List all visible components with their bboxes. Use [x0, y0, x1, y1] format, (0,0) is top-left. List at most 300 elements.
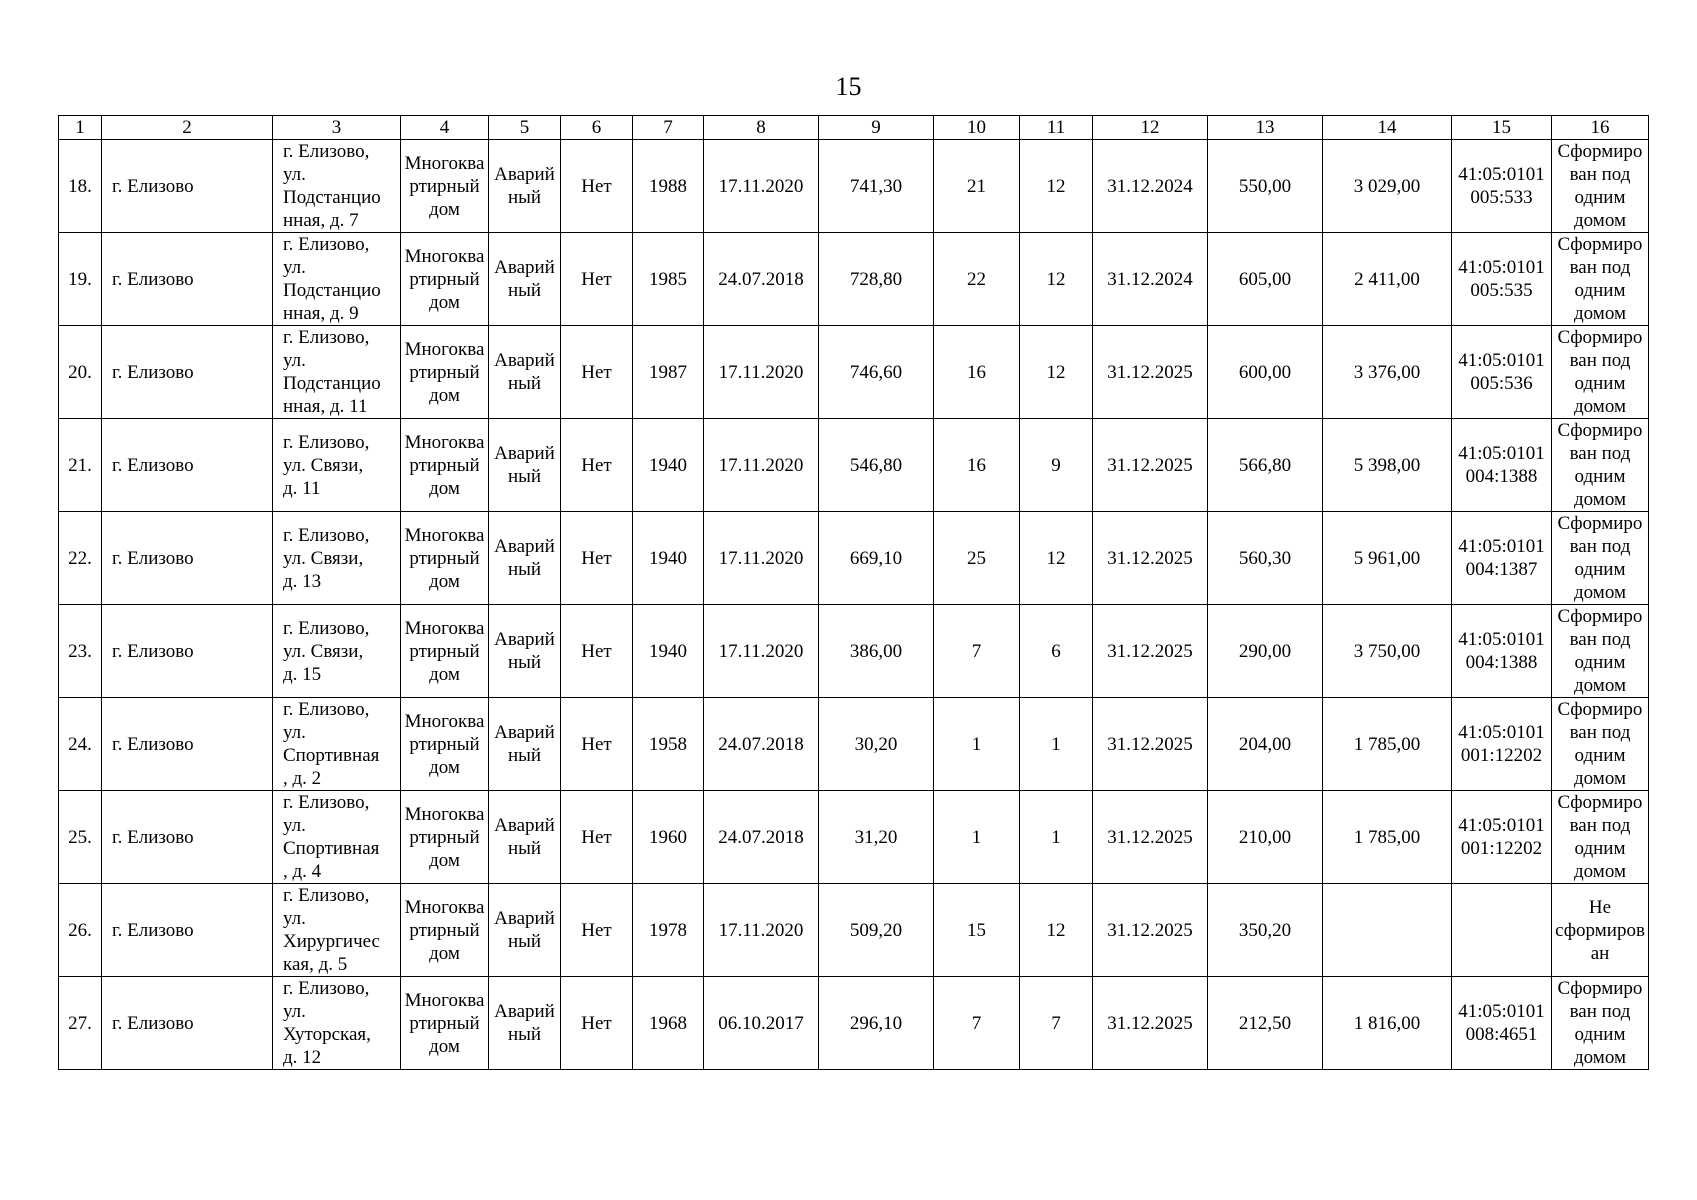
- column-14-cell: 1 785,00: [1323, 791, 1452, 884]
- column-13-cell: 212,50: [1208, 977, 1323, 1070]
- condition-cell-line: ный: [507, 559, 542, 580]
- cadastral-number-cell-line: 004:1387: [1465, 559, 1538, 580]
- column-number-cell: 3: [273, 116, 401, 140]
- land-status-cell-line: ван под: [1569, 443, 1631, 464]
- address-cell: [273, 698, 401, 791]
- address-cell: [273, 791, 401, 884]
- cadastral-number-cell-line: 005:535: [1470, 280, 1533, 301]
- building-type-cell-line: Многоква: [404, 152, 485, 174]
- condition-cell-line: ный: [507, 745, 542, 766]
- column-6-cell: Нет: [561, 884, 633, 977]
- land-status-cell: [1552, 791, 1649, 884]
- column-11-cell: 7: [1020, 977, 1093, 1070]
- year-cell: 1988: [633, 140, 704, 233]
- table-body: [59, 116, 1649, 1070]
- address-cell-line: нная, д. 9: [283, 303, 359, 324]
- recognition-date-cell: 17.11.2020: [704, 605, 819, 698]
- municipality-cell: г. Елизово: [102, 419, 273, 512]
- cadastral-number-cell-line: 41:05:0101: [1458, 629, 1545, 650]
- column-13-cell: 210,00: [1208, 791, 1323, 884]
- table-row: [59, 233, 1649, 326]
- column-14-cell: 2 411,00: [1323, 233, 1452, 326]
- land-status-cell: [1552, 698, 1649, 791]
- column-number-cell: 15: [1452, 116, 1552, 140]
- building-type-cell-line: ртирный: [409, 733, 480, 755]
- column-11-cell: 9: [1020, 419, 1093, 512]
- table-row: [59, 419, 1649, 512]
- address-cell-line: нная, д. 11: [283, 396, 368, 417]
- building-type-cell-line: ртирный: [409, 640, 480, 662]
- land-status-cell-line: одним: [1574, 280, 1626, 301]
- building-type-cell-line: Многоква: [404, 710, 485, 732]
- address-cell-line: г. Елизово,: [283, 141, 370, 162]
- building-type-cell: [401, 977, 489, 1070]
- building-type-cell-line: Многоква: [404, 803, 485, 825]
- column-14-cell: 1 816,00: [1323, 977, 1452, 1070]
- building-type-cell-line: дом: [429, 477, 460, 499]
- building-type-cell-line: ртирный: [409, 454, 480, 476]
- column-6-cell: Нет: [561, 698, 633, 791]
- column-number-cell: 12: [1093, 116, 1208, 140]
- column-6-cell: Нет: [561, 140, 633, 233]
- cadastral-number-cell: [1452, 698, 1552, 791]
- recognition-date-cell: 17.11.2020: [704, 140, 819, 233]
- table-row: [59, 884, 1649, 977]
- column-14-cell: 3 750,00: [1323, 605, 1452, 698]
- deadline-cell: 31.12.2025: [1093, 512, 1208, 605]
- cadastral-number-cell: [1452, 791, 1552, 884]
- address-cell-line: ул. Связи,: [283, 454, 364, 476]
- municipality-cell: г. Елизово: [102, 140, 273, 233]
- row-number-cell: 21.: [59, 419, 102, 512]
- recognition-date-cell: 24.07.2018: [704, 233, 819, 326]
- building-type-cell-line: Многоква: [404, 338, 485, 360]
- table-row: [59, 605, 1649, 698]
- address-cell-line: нная, д. 7: [283, 210, 359, 231]
- land-status-cell: [1552, 326, 1649, 419]
- land-status-cell-line: Сформиро: [1557, 606, 1643, 627]
- building-type-cell-line: ртирный: [409, 826, 480, 848]
- deadline-cell: 31.12.2025: [1093, 326, 1208, 419]
- address-cell-line: г. Елизово,: [283, 524, 370, 546]
- cadastral-number-cell-line: 005:533: [1470, 187, 1533, 208]
- area-cell: 31,20: [819, 791, 934, 884]
- land-status-cell: [1552, 977, 1649, 1070]
- building-type-cell-line: дом: [429, 849, 460, 871]
- column-6-cell: Нет: [561, 512, 633, 605]
- building-type-cell-line: ртирный: [409, 919, 480, 941]
- column-number-cell: 7: [633, 116, 704, 140]
- building-type-cell-line: ртирный: [409, 547, 480, 569]
- address-cell-line: г. Елизово,: [283, 978, 370, 999]
- cadastral-number-cell: [1452, 233, 1552, 326]
- land-status-cell-line: домом: [1574, 396, 1626, 417]
- municipality-cell: г. Елизово: [102, 326, 273, 419]
- column-6-cell: Нет: [561, 605, 633, 698]
- column-14-cell: 1 785,00: [1323, 698, 1452, 791]
- building-type-cell: [401, 233, 489, 326]
- year-cell: 1940: [633, 419, 704, 512]
- land-status-cell-line: одним: [1574, 559, 1626, 580]
- recognition-date-cell: 17.11.2020: [704, 884, 819, 977]
- condition-cell-line: ный: [507, 1024, 542, 1045]
- land-status-cell-line: ван под: [1569, 536, 1631, 557]
- address-cell: [273, 419, 401, 512]
- land-status-cell-line: Сформиро: [1557, 234, 1643, 255]
- column-number-cell: 6: [561, 116, 633, 140]
- building-type-cell-line: Многоква: [404, 617, 485, 639]
- condition-cell: [489, 698, 561, 791]
- condition-cell: [489, 140, 561, 233]
- row-number-cell: 22.: [59, 512, 102, 605]
- land-status-cell: [1552, 512, 1649, 605]
- municipality-cell: г. Елизово: [102, 977, 273, 1070]
- column-14-cell: 5 961,00: [1323, 512, 1452, 605]
- page-number: 15: [835, 72, 862, 101]
- land-status-cell-line: одним: [1574, 745, 1626, 766]
- row-number-cell: 23.: [59, 605, 102, 698]
- address-cell-line: ул.: [283, 1001, 306, 1022]
- address-cell-line: ул.: [283, 908, 306, 929]
- land-status-cell-line: домом: [1574, 582, 1626, 603]
- building-type-cell: [401, 698, 489, 791]
- column-number-cell: 5: [489, 116, 561, 140]
- column-10-cell: 22: [934, 233, 1020, 326]
- condition-cell-line: Аварий: [494, 629, 555, 650]
- year-cell: 1968: [633, 977, 704, 1070]
- land-status-cell-line: Сформиро: [1557, 420, 1643, 441]
- address-cell-line: Спортивная: [283, 745, 380, 766]
- land-status-cell-line: Сформиро: [1557, 792, 1643, 813]
- municipality-cell: г. Елизово: [102, 791, 273, 884]
- column-10-cell: 1: [934, 791, 1020, 884]
- address-cell-line: ул.: [283, 257, 306, 278]
- condition-cell: [489, 884, 561, 977]
- land-status-cell: [1552, 884, 1649, 977]
- column-10-cell: 25: [934, 512, 1020, 605]
- deadline-cell: 31.12.2025: [1093, 884, 1208, 977]
- area-cell: 30,20: [819, 698, 934, 791]
- municipality-cell: г. Елизово: [102, 233, 273, 326]
- land-status-cell-line: ван под: [1569, 1001, 1631, 1022]
- address-cell-line: Хуторская,: [283, 1024, 371, 1045]
- land-status-cell-line: одним: [1574, 187, 1626, 208]
- row-number-cell: 27.: [59, 977, 102, 1070]
- column-11-cell: 1: [1020, 698, 1093, 791]
- address-cell-line: г. Елизово,: [283, 234, 370, 255]
- address-cell-line: г. Елизово,: [283, 431, 370, 453]
- deadline-cell: 31.12.2025: [1093, 977, 1208, 1070]
- column-11-cell: 12: [1020, 326, 1093, 419]
- address-cell-line: Подстанцио: [283, 187, 381, 208]
- condition-cell-line: Аварий: [494, 257, 555, 278]
- land-status-cell-line: домом: [1574, 768, 1626, 789]
- building-type-cell-line: ртирный: [409, 361, 480, 383]
- column-11-cell: 12: [1020, 512, 1093, 605]
- address-cell-line: ул.: [283, 350, 306, 371]
- land-status-cell-line: домом: [1574, 675, 1626, 696]
- address-cell-line: ул.: [283, 164, 306, 185]
- address-cell-line: г. Елизово,: [283, 617, 370, 639]
- address-cell-line: Подстанцио: [283, 373, 381, 394]
- cadastral-number-cell: [1452, 326, 1552, 419]
- address-cell: [273, 512, 401, 605]
- column-number-cell: 14: [1323, 116, 1452, 140]
- land-status-cell: [1552, 233, 1649, 326]
- condition-cell-line: Аварий: [494, 350, 555, 371]
- column-number-cell: 1: [59, 116, 102, 140]
- condition-cell-line: Аварий: [494, 536, 555, 557]
- address-cell: [273, 233, 401, 326]
- condition-cell-line: ный: [507, 466, 542, 487]
- column-6-cell: Нет: [561, 791, 633, 884]
- column-10-cell: 16: [934, 326, 1020, 419]
- cadastral-number-cell-line: 005:536: [1470, 373, 1533, 394]
- table-row: [59, 791, 1649, 884]
- address-cell-line: ул.: [283, 815, 306, 836]
- column-numbers-row: [59, 116, 1649, 140]
- cadastral-number-cell: [1452, 419, 1552, 512]
- condition-cell-line: ный: [507, 187, 542, 208]
- address-cell-line: Спортивная: [283, 838, 380, 859]
- cadastral-number-cell-line: 41:05:0101: [1458, 815, 1545, 836]
- address-cell: [273, 884, 401, 977]
- year-cell: 1985: [633, 233, 704, 326]
- deadline-cell: 31.12.2025: [1093, 791, 1208, 884]
- address-cell-line: г. Елизово,: [283, 885, 370, 906]
- recognition-date-cell: 06.10.2017: [704, 977, 819, 1070]
- column-10-cell: 21: [934, 140, 1020, 233]
- land-status-cell-line: Сформиро: [1557, 513, 1643, 534]
- column-number-cell: 2: [102, 116, 273, 140]
- column-13-cell: 290,00: [1208, 605, 1323, 698]
- land-status-cell: [1552, 419, 1649, 512]
- land-status-cell-line: одним: [1574, 838, 1626, 859]
- land-status-cell-line: Сформиро: [1557, 327, 1643, 348]
- land-status-cell-line: домом: [1574, 210, 1626, 231]
- address-cell-line: ул. Связи,: [283, 640, 364, 662]
- address-cell-line: Подстанцио: [283, 280, 381, 301]
- row-number-cell: 19.: [59, 233, 102, 326]
- condition-cell: [489, 326, 561, 419]
- building-type-cell: [401, 512, 489, 605]
- cadastral-number-cell-line: 004:1388: [1465, 466, 1538, 487]
- condition-cell-line: ный: [507, 931, 542, 952]
- land-status-cell-line: Сформиро: [1557, 699, 1643, 720]
- land-status-cell-line: ван под: [1569, 629, 1631, 650]
- column-number-cell: 8: [704, 116, 819, 140]
- column-14-cell: 3 029,00: [1323, 140, 1452, 233]
- building-type-cell-line: дом: [429, 570, 460, 592]
- column-6-cell: Нет: [561, 977, 633, 1070]
- address-cell-line: г. Елизово,: [283, 792, 370, 813]
- cadastral-number-cell-line: 41:05:0101: [1458, 722, 1545, 743]
- column-13-cell: 550,00: [1208, 140, 1323, 233]
- cadastral-number-cell-line: 008:4651: [1465, 1024, 1538, 1045]
- column-13-cell: 350,20: [1208, 884, 1323, 977]
- address-cell-line: ул. Связи,: [283, 547, 364, 569]
- year-cell: 1960: [633, 791, 704, 884]
- row-number-cell: 26.: [59, 884, 102, 977]
- building-type-cell-line: дом: [429, 291, 460, 313]
- cadastral-number-cell: [1452, 512, 1552, 605]
- condition-cell-line: Аварий: [494, 815, 555, 836]
- condition-cell-line: Аварий: [494, 722, 555, 743]
- land-status-cell-line: Сформиро: [1557, 978, 1643, 999]
- recognition-date-cell: 17.11.2020: [704, 326, 819, 419]
- building-type-cell: [401, 791, 489, 884]
- column-14-cell: [1323, 884, 1452, 977]
- area-cell: 386,00: [819, 605, 934, 698]
- column-11-cell: 1: [1020, 791, 1093, 884]
- year-cell: 1940: [633, 605, 704, 698]
- area-cell: 669,10: [819, 512, 934, 605]
- year-cell: 1978: [633, 884, 704, 977]
- cadastral-number-cell-line: 001:12202: [1460, 838, 1543, 859]
- building-type-cell-line: ртирный: [409, 175, 480, 197]
- land-status-cell-line: одним: [1574, 652, 1626, 673]
- land-status-cell-line: одним: [1574, 466, 1626, 487]
- column-number-cell: 11: [1020, 116, 1093, 140]
- condition-cell-line: Аварий: [494, 164, 555, 185]
- land-status-cell-line: ван под: [1569, 164, 1631, 185]
- condition-cell: [489, 791, 561, 884]
- deadline-cell: 31.12.2024: [1093, 233, 1208, 326]
- condition-cell: [489, 605, 561, 698]
- column-number-cell: 13: [1208, 116, 1323, 140]
- building-type-cell-line: Многоква: [404, 245, 485, 267]
- year-cell: 1958: [633, 698, 704, 791]
- address-cell-line: г. Елизово,: [283, 327, 370, 348]
- land-status-cell-line: ван под: [1569, 722, 1631, 743]
- deadline-cell: 31.12.2025: [1093, 698, 1208, 791]
- land-status-cell: [1552, 605, 1649, 698]
- table-row: [59, 326, 1649, 419]
- address-cell-line: д. 12: [283, 1047, 322, 1068]
- building-type-cell-line: дом: [429, 663, 460, 685]
- row-number-cell: 25.: [59, 791, 102, 884]
- building-type-cell: [401, 605, 489, 698]
- column-10-cell: 7: [934, 977, 1020, 1070]
- condition-cell: [489, 419, 561, 512]
- column-13-cell: 204,00: [1208, 698, 1323, 791]
- address-cell-line: г. Елизово,: [283, 699, 370, 720]
- building-type-cell-line: Многоква: [404, 431, 485, 453]
- recognition-date-cell: 17.11.2020: [704, 419, 819, 512]
- column-number-cell: 16: [1552, 116, 1649, 140]
- condition-cell-line: ный: [507, 280, 542, 301]
- municipality-cell: г. Елизово: [102, 605, 273, 698]
- land-status-cell-line: домом: [1574, 303, 1626, 324]
- address-cell: [273, 605, 401, 698]
- condition-cell: [489, 233, 561, 326]
- housing-registry-table: [58, 115, 1649, 1070]
- column-10-cell: 1: [934, 698, 1020, 791]
- building-type-cell: [401, 140, 489, 233]
- building-type-cell: [401, 326, 489, 419]
- area-cell: 728,80: [819, 233, 934, 326]
- condition-cell-line: ный: [507, 373, 542, 394]
- deadline-cell: 31.12.2025: [1093, 605, 1208, 698]
- land-status-cell-line: домом: [1574, 861, 1626, 882]
- land-status-cell-line: ван под: [1569, 257, 1631, 278]
- column-number-cell: 4: [401, 116, 489, 140]
- area-cell: 296,10: [819, 977, 934, 1070]
- address-cell: [273, 977, 401, 1070]
- table-row: [59, 977, 1649, 1070]
- land-status-cell-line: домом: [1574, 489, 1626, 510]
- address-cell: [273, 140, 401, 233]
- column-10-cell: 16: [934, 419, 1020, 512]
- cadastral-number-cell-line: 001:12202: [1460, 745, 1543, 766]
- land-status-cell-line: одним: [1574, 373, 1626, 394]
- land-status-cell-line: ван под: [1569, 350, 1631, 371]
- building-type-cell-line: Многоква: [404, 989, 485, 1011]
- column-11-cell: 12: [1020, 884, 1093, 977]
- municipality-cell: г. Елизово: [102, 512, 273, 605]
- year-cell: 1940: [633, 512, 704, 605]
- year-cell: 1987: [633, 326, 704, 419]
- column-6-cell: Нет: [561, 233, 633, 326]
- column-14-cell: 5 398,00: [1323, 419, 1452, 512]
- recognition-date-cell: 17.11.2020: [704, 512, 819, 605]
- cadastral-number-cell-line: 41:05:0101: [1458, 350, 1545, 371]
- land-status-cell-line: одним: [1574, 1024, 1626, 1045]
- address-cell-line: , д. 4: [283, 861, 322, 882]
- municipality-cell: г. Елизово: [102, 698, 273, 791]
- condition-cell: [489, 512, 561, 605]
- address-cell-line: д. 15: [283, 663, 322, 685]
- land-status-cell-line: Не: [1588, 896, 1612, 918]
- cadastral-number-cell: [1452, 884, 1552, 977]
- recognition-date-cell: 24.07.2018: [704, 698, 819, 791]
- row-number-cell: 18.: [59, 140, 102, 233]
- address-cell-line: д. 11: [283, 477, 321, 499]
- condition-cell: [489, 977, 561, 1070]
- cadastral-number-cell: [1452, 977, 1552, 1070]
- column-13-cell: 566,80: [1208, 419, 1323, 512]
- building-type-cell-line: Многоква: [404, 896, 485, 918]
- row-number-cell: 24.: [59, 698, 102, 791]
- column-6-cell: Нет: [561, 326, 633, 419]
- table-row: [59, 512, 1649, 605]
- land-status-cell-line: сформиров: [1555, 919, 1645, 941]
- condition-cell-line: Аварий: [494, 1001, 555, 1022]
- land-status-cell-line: ан: [1590, 942, 1610, 964]
- address-cell-line: , д. 2: [283, 768, 322, 789]
- cadastral-number-cell: [1452, 140, 1552, 233]
- cadastral-number-cell: [1452, 605, 1552, 698]
- column-number-cell: 9: [819, 116, 934, 140]
- building-type-cell: [401, 884, 489, 977]
- column-13-cell: 600,00: [1208, 326, 1323, 419]
- column-11-cell: 6: [1020, 605, 1093, 698]
- address-cell-line: кая, д. 5: [283, 954, 348, 975]
- table-row: [59, 698, 1649, 791]
- area-cell: 509,20: [819, 884, 934, 977]
- column-10-cell: 7: [934, 605, 1020, 698]
- condition-cell-line: Аварий: [494, 443, 555, 464]
- cadastral-number-cell-line: 41:05:0101: [1458, 164, 1545, 185]
- column-13-cell: 560,30: [1208, 512, 1323, 605]
- building-type-cell-line: ртирный: [409, 1012, 480, 1034]
- land-status-cell: [1552, 140, 1649, 233]
- column-11-cell: 12: [1020, 233, 1093, 326]
- address-cell-line: Хирургичес: [283, 931, 380, 952]
- condition-cell-line: ный: [507, 838, 542, 859]
- area-cell: 546,80: [819, 419, 934, 512]
- row-number-cell: 20.: [59, 326, 102, 419]
